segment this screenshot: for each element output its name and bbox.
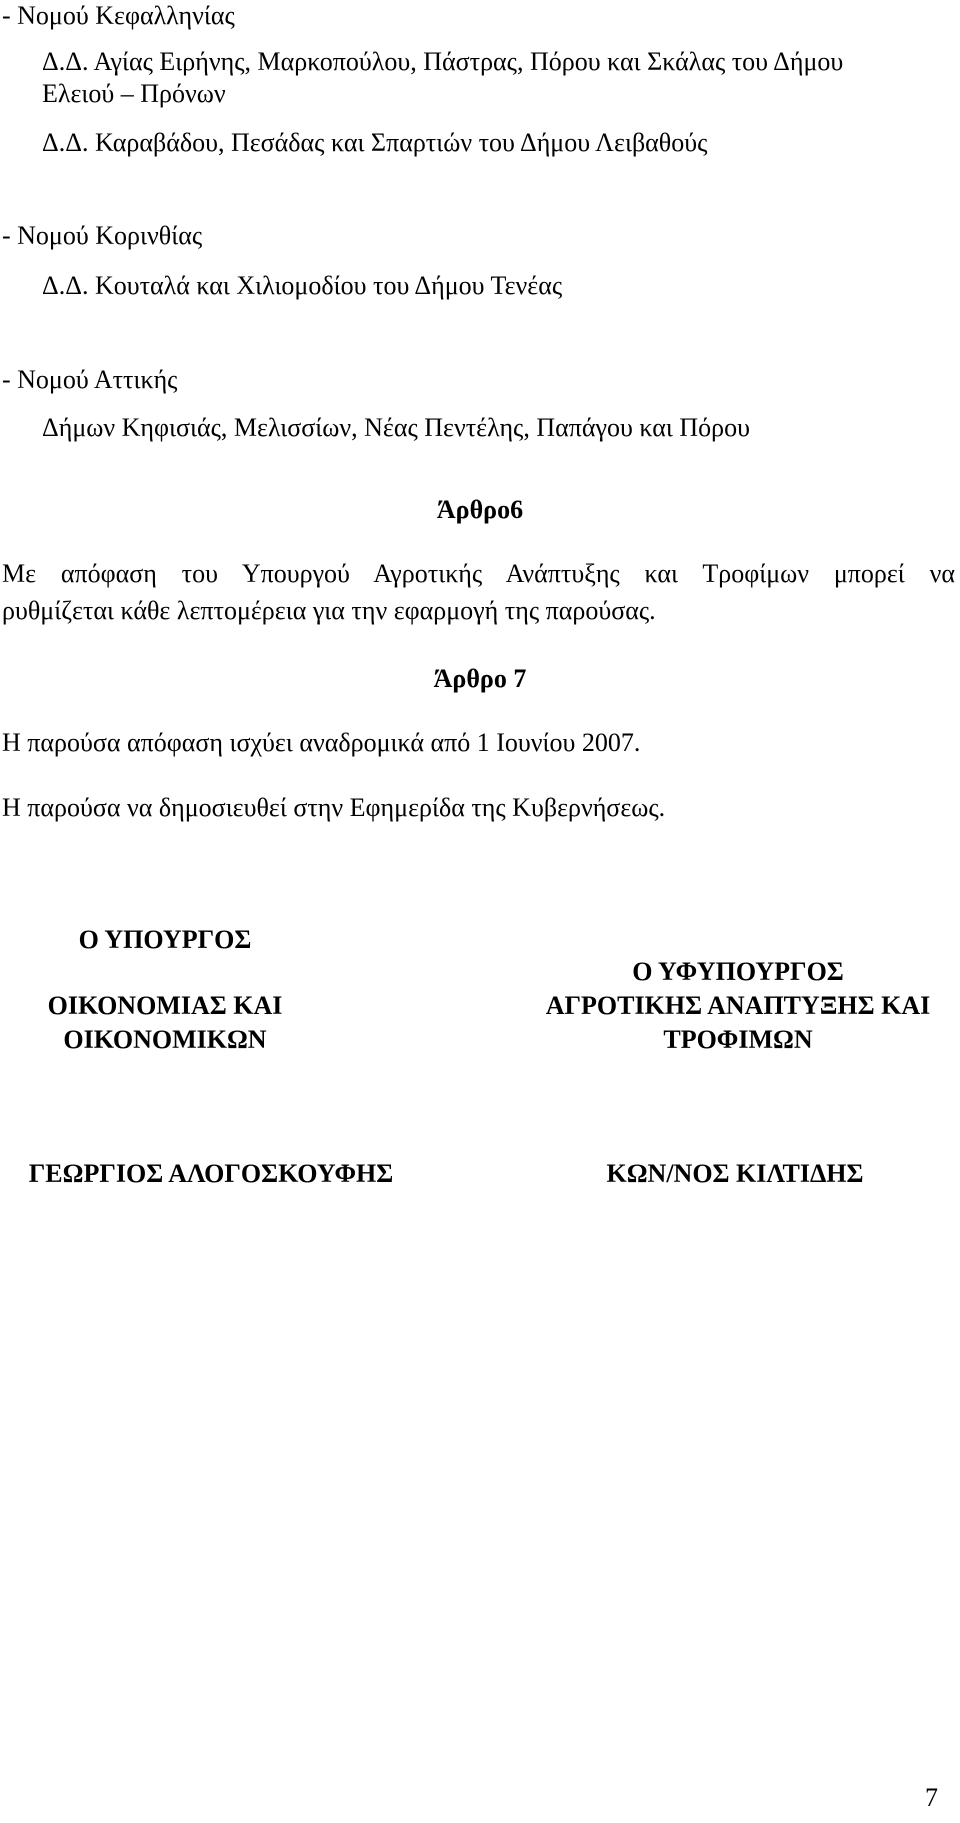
signature-right-ministry-line1: ΑΓΡΟΤΙΚΗΣ ΑΝΑΠΤΥΞΗΣ ΚΑΙ [545,991,931,1020]
region-item-kefallinia-2: Δ.Δ. Καραβάδου, Πεσάδας και Σπαρτιών του Δήμου Λειβαθούς [42,128,708,157]
signature-right-title: Ο ΥΦΥΠΟΥΡΓΟΣ [632,957,844,986]
article6-heading: Άρθρο6 [436,495,524,524]
article6-text-line1: Με απόφαση του Υπουργού Αγροτικής Ανάπτυξης και Τροφίμων μπορεί να [2,559,955,588]
region-header-korinthia: - Νομού Κορινθίας [2,221,203,250]
article7-text-1: Η παρούσα απόφαση ισχύει αναδρομικά από 1 Ιουνίου 2007. [2,728,641,757]
article7-heading: Άρθρο 7 [433,664,527,693]
page-number: 7 [925,1783,938,1812]
region-item-attiki-1: Δήμων Κηφισιάς, Μελισσίων, Νέας Πεντέλης, Παπάγου και Πόρου [42,413,750,442]
article7-text-2: Η παρούσα να δημοσιευθεί στην Εφημερίδα της Κυβερνήσεως. [2,793,666,822]
signature-left-ministry-line1: ΟΙΚΟΝΟΜΙΑΣ ΚΑΙ [47,991,283,1020]
region-header-kefallinia: - Νομού Κεφαλληνίας [2,1,235,30]
region-item-kefallinia-1-line2: Ελειού – Πρόνων [42,79,226,108]
signature-right-name: ΚΩΝ/ΝΟΣ ΚΙΛΤΙΔΗΣ [606,1159,864,1188]
article6-text-line2: ρυθμίζεται κάθε λεπτομέρεια για την εφαρμογή της παρούσας. [2,596,656,625]
signature-left-ministry-line2: ΟΙΚΟΝΟΜΙΚΩΝ [63,1025,267,1054]
region-item-kefallinia-1-line1: Δ.Δ. Αγίας Ειρήνης, Μαρκοπούλου, Πάστρας, Πόρου και Σκάλας του Δήμου [42,47,844,76]
region-item-korinthia-1: Δ.Δ. Κουταλά και Χιλιομοδίου του Δήμου Τενέας [42,271,563,300]
signature-left-title: Ο ΥΠΟΥΡΓΟΣ [78,925,252,954]
signature-right-ministry-line2: ΤΡΟΦΙΜΩΝ [663,1025,813,1054]
region-header-attiki: - Νομού Αττικής [2,365,178,394]
signature-left-name: ΓΕΩΡΓΙΟΣ ΑΛΟΓΟΣΚΟΥΦΗΣ [28,1159,394,1188]
